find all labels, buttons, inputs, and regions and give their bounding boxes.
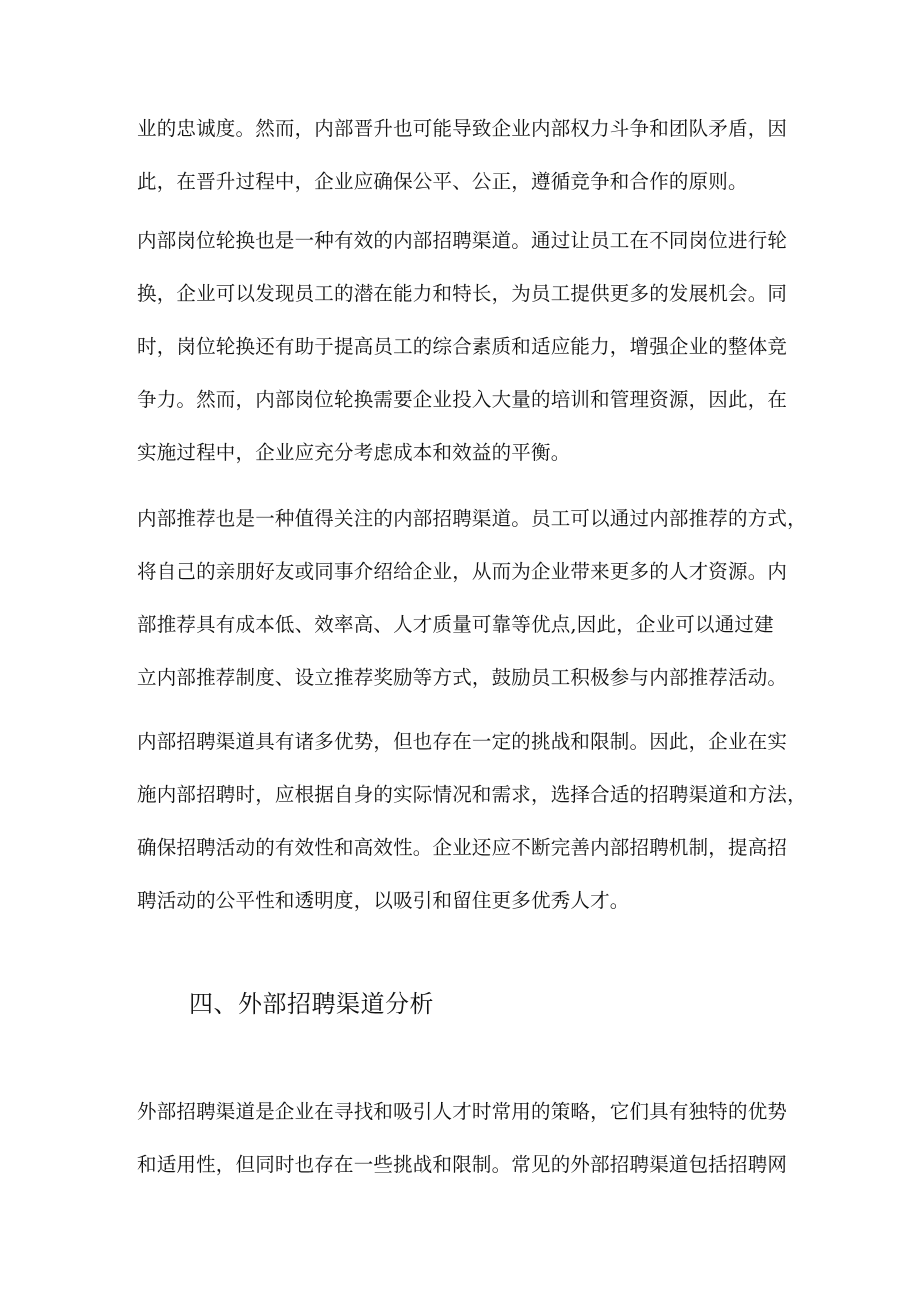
text-line: 确保招聘活动的有效性和高效性。企业还应不断完善内部招聘机制，提高招 [137,836,788,859]
paragraph-external-intro [137,1085,797,1191]
text-line: 时，岗位轮换还有助于提高员工的综合素质和适应能力，增强企业的整体竞 [137,335,788,358]
text-line: 立内部推荐制度、设立推荐奖励等方式，鼓励员工积极参与内部推荐活动。 [137,666,788,689]
text-line: 换，企业可以发现员工的潜在能力和特长，为员工提供更多的发展机会。同 [137,282,788,305]
paragraph-internal-summary [137,715,807,927]
text-line: 内部推荐也是一种值得关注的内部招聘渠道。员工可以通过内部推荐的方式， [137,507,807,530]
text-line: 和适用性，但同时也存在一些挑战和限制。常见的外部招聘渠道包括招聘网 [137,1153,788,1176]
text-line: 聘活动的公平性和透明度，以吸引和留住更多优秀人才。 [137,889,630,912]
text-line: 施内部招聘时，应根据自身的实际情况和需求，选择合适的招聘渠道和方法， [137,783,807,806]
text-line: 业的忠诚度。然而，内部晋升也可能导致企业内部权力斗争和团队矛盾，因 [137,117,788,140]
section-heading: 四、外部招聘渠道分析 [189,990,434,1018]
text-line: 内部招聘渠道具有诸多优势，但也存在一定的挑战和限制。因此，企业在实 [137,730,788,753]
paragraph-job-rotation [137,214,797,479]
text-line: 争力。然而，内部岗位轮换需要企业投入大量的培训和管理资源，因此，在 [137,388,788,411]
text-line: 部推荐具有成本低、效率高、人才质量可靠等优点,因此，企业可以通过建 [137,613,774,636]
paragraph-internal-referral [137,492,807,704]
text-line: 外部招聘渠道是企业在寻找和吸引人才时常用的策略，它们具有独特的优势 [137,1100,788,1123]
text-line: 将自己的亲朋好友或同事介绍给企业，从而为企业带来更多的人才资源。内 [137,560,788,583]
text-line: 此，在晋升过程中，企业应确保公平、公正，遵循竞争和合作的原则。 [137,170,748,193]
text-line: 内部岗位轮换也是一种有效的内部招聘渠道。通过让员工在不同岗位进行轮 [137,229,788,252]
text-line: 实施过程中，企业应充分考虑成本和效益的平衡。 [137,441,571,464]
paragraph-internal-promotion [137,102,797,208]
